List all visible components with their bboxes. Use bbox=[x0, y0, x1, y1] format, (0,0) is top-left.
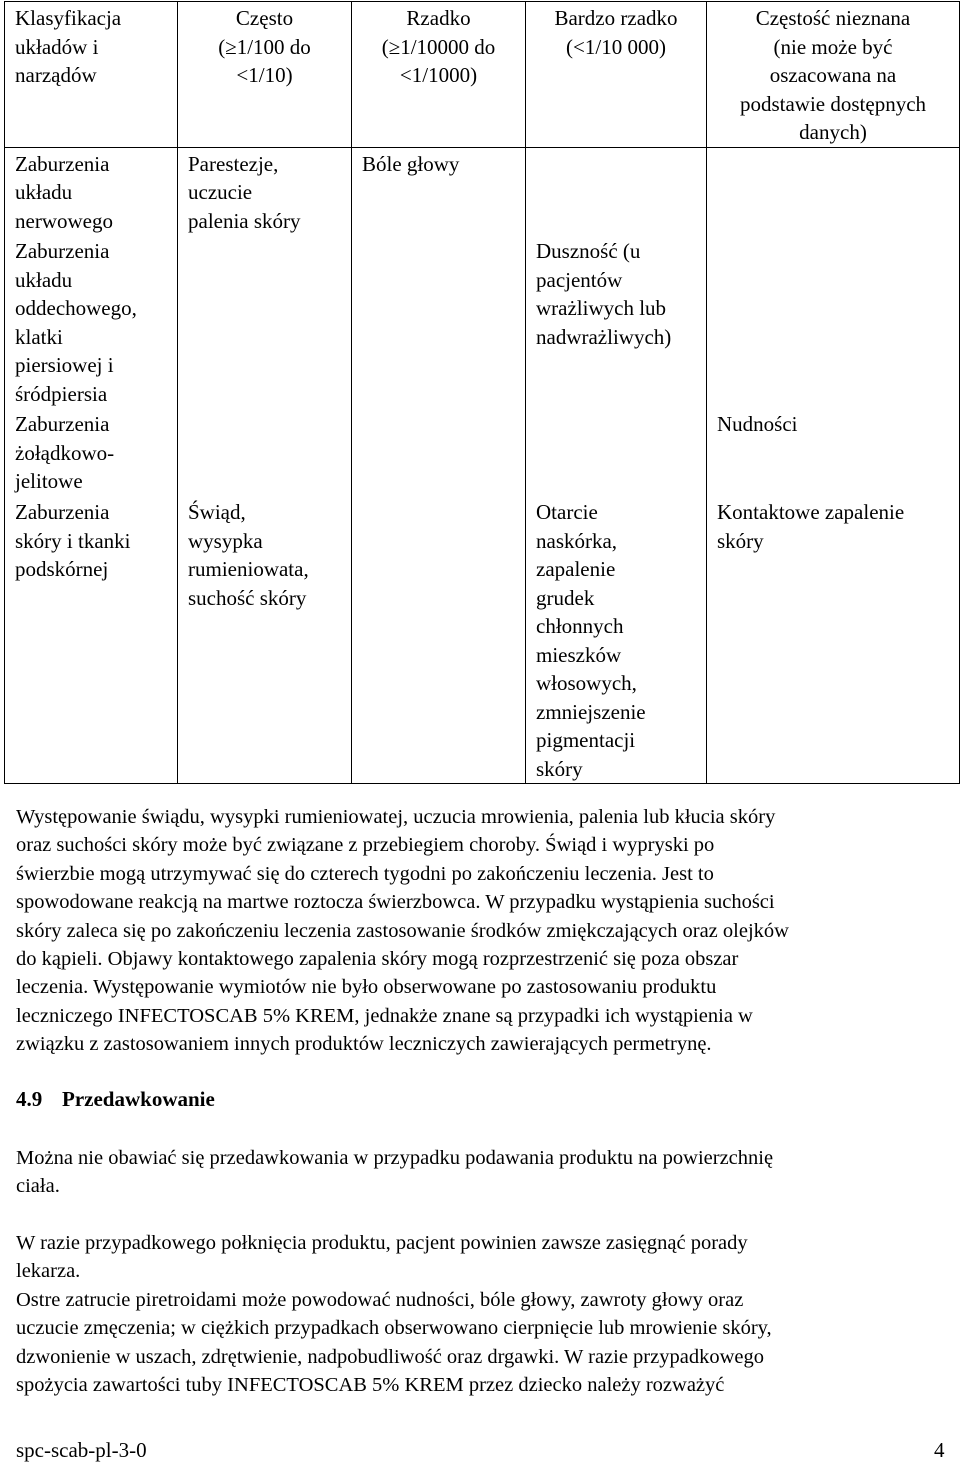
cell-line: pigmentacji bbox=[536, 728, 636, 752]
cell-line: układu bbox=[15, 180, 73, 204]
header-organ-class bbox=[5, 2, 178, 148]
cell-line: wrażliwych lub bbox=[536, 296, 667, 320]
cell-rare bbox=[352, 496, 526, 784]
text-line: uczucie zmęczenia; w ciężkich przypadkach obserwowano cierpnięcie lub mrowienie skóry, bbox=[16, 1317, 772, 1340]
footer-page-number: 4 bbox=[934, 1438, 945, 1462]
cell-line: mieszków bbox=[536, 642, 622, 667]
text-line: związku z zastosowaniem innych produktów leczniczych zawierających permetrynę. bbox=[16, 1033, 712, 1056]
text-line: Występowanie świądu, wysypki rumieniowatej, uczucia mrowienia, palenia lub kłucia skóry bbox=[16, 806, 776, 828]
text-line: spożycia zawartości tuby INFECTOSCAB 5% KREM przez dziecko należy rozważyć bbox=[16, 1374, 725, 1397]
header-line: Często bbox=[235, 6, 294, 30]
table-header-row bbox=[5, 2, 960, 148]
section-heading bbox=[16, 1087, 215, 1112]
cell-line: zmniejszenie bbox=[536, 699, 646, 724]
text-line: Ostre zatrucie piretroidami może powodować nudności, bóle głowy, zawroty głowy oraz bbox=[16, 1289, 744, 1311]
text-line: do kąpieli. Objawy kontaktowego zapalenia skóry mogą rozprzestrzenić się poza obszar bbox=[16, 948, 739, 971]
cell-common bbox=[178, 496, 352, 784]
header-line: <1/1000) bbox=[399, 63, 478, 87]
paragraph-overdose-surface bbox=[16, 1144, 951, 1201]
cell-line: uczucie bbox=[188, 180, 253, 204]
cell-common bbox=[178, 147, 352, 235]
cell-line: żołądkowo- bbox=[15, 440, 115, 465]
text-line: leczenia. Występowanie wymiotów nie było obserwowane po zastosowaniu produktu bbox=[16, 976, 717, 999]
cell-organ bbox=[5, 147, 178, 235]
header-line: Rzadko bbox=[406, 6, 471, 30]
cell-line: Duszność (u bbox=[536, 239, 641, 263]
cell-organ bbox=[5, 235, 178, 408]
header-frequency-very-rare bbox=[526, 2, 707, 148]
cell-common bbox=[178, 408, 352, 496]
cell-very-rare bbox=[526, 408, 707, 496]
cell-line: pacjentów bbox=[536, 267, 623, 292]
cell-line: Parestezje, bbox=[188, 151, 279, 176]
cell-line: Otarcie bbox=[536, 500, 598, 524]
cell-unknown bbox=[707, 235, 960, 408]
header-line: (<1/10 000) bbox=[566, 34, 666, 59]
header-organ-class-label: Klasyfikacja układów i narządów bbox=[15, 6, 122, 87]
header-line: Bardzo rzadko bbox=[554, 6, 678, 30]
text-line: leczniczego INFECTOSCAB 5% KREM, jednakże znane są przypadki ich wystąpienia w bbox=[16, 1004, 753, 1027]
cell-line: palenia skóry bbox=[188, 208, 301, 233]
text-line: W razie przypadkowego połknięcia produktu, pacjent powinien zawsze zasięgnąć porady bbox=[16, 1232, 748, 1254]
cell-line: Zaburzenia bbox=[15, 151, 110, 176]
header-line: <1/10) bbox=[236, 63, 293, 87]
cell-line: Zaburzenia bbox=[15, 500, 110, 524]
header-frequency-unknown bbox=[707, 2, 960, 148]
cell-line: skóry bbox=[536, 756, 583, 781]
text-line: lekarza. bbox=[16, 1260, 81, 1283]
text-line: skóry zaleca się po zakończeniu leczenia zastosowanie środków zmiękczających oraz olejków bbox=[16, 919, 789, 942]
cell-line: klatki bbox=[15, 324, 63, 349]
cell-line: Świąd, bbox=[188, 500, 246, 524]
header-frequency-rare bbox=[352, 2, 526, 148]
cell-line: skóry bbox=[717, 528, 764, 553]
cell-line: zapalenie bbox=[536, 557, 616, 581]
header-line: oszacowana na bbox=[769, 63, 897, 87]
cell-line: śródpiersia bbox=[15, 381, 108, 406]
text-line: oraz suchości skóry może być związane z przebiegiem choroby. Świąd i wypryski po bbox=[16, 834, 715, 857]
table-row-nervous-system bbox=[5, 147, 960, 235]
text-line: świerzbie mogą utrzymywać się do czterech tygodni po zakończeniu leczenia. Jest to bbox=[16, 862, 714, 885]
cell-very-rare bbox=[526, 235, 707, 408]
table-row-skin bbox=[5, 496, 960, 784]
cell-unknown bbox=[707, 147, 960, 235]
cell-very-rare bbox=[526, 496, 707, 784]
header-line: podstawie dostępnych bbox=[739, 91, 927, 116]
cell-line: jelitowe bbox=[15, 469, 83, 493]
table-row-respiratory bbox=[5, 235, 960, 408]
cell-line: nerwowego bbox=[15, 208, 113, 233]
paragraph-accidental-ingestion bbox=[16, 1229, 951, 1286]
cell-line: piersiowej i bbox=[15, 353, 114, 377]
cell-unknown bbox=[707, 408, 960, 496]
cell-line: oddechowego, bbox=[15, 296, 137, 320]
cell-rare bbox=[352, 408, 526, 496]
cell-very-rare bbox=[526, 147, 707, 235]
header-line: (≥1/100 do bbox=[218, 34, 311, 59]
cell-line: naskórka, bbox=[536, 528, 618, 553]
cell-line: Kontaktowe zapalenie bbox=[717, 500, 905, 524]
header-frequency-common bbox=[178, 2, 352, 148]
paragraph-acute-poisoning bbox=[16, 1286, 951, 1400]
cell-organ bbox=[5, 408, 178, 496]
cell-rare bbox=[352, 147, 526, 235]
cell-line: podskórnej bbox=[15, 557, 109, 581]
cell-line: włosowych, bbox=[536, 671, 637, 695]
cell-line: Zaburzenia bbox=[15, 239, 110, 263]
cell-line: skóry i tkanki bbox=[15, 528, 131, 553]
text-line: spowodowane reakcją na martwe roztocza świerzbowca. W przypadku wystąpienia suchości bbox=[16, 891, 775, 914]
cell-rare bbox=[352, 235, 526, 408]
cell-line: chłonnych bbox=[536, 614, 624, 638]
header-line: danych) bbox=[799, 120, 867, 144]
header-line: (≥1/10000 do bbox=[381, 34, 496, 59]
text-line: Można nie obawiać się przedawkowania w przypadku podawania produktu na powierzchnię bbox=[16, 1147, 774, 1169]
paragraph-side-effects-note bbox=[16, 803, 951, 1059]
text-line: dzwonienie w uszach, zdrętwienie, nadpobudliwość oraz drgawki. W razie przypadkowego bbox=[16, 1345, 764, 1368]
footer-document-id: spc-scab-pl-3-0 bbox=[16, 1438, 147, 1462]
cell-line: rumieniowata, bbox=[188, 557, 309, 581]
cell-line: grudek bbox=[536, 585, 595, 610]
section-title: Przedawkowanie bbox=[62, 1087, 215, 1111]
cell-line: układu bbox=[15, 267, 73, 292]
cell-organ bbox=[5, 496, 178, 784]
cell-unknown bbox=[707, 496, 960, 784]
header-line: Częstość nieznana bbox=[755, 6, 911, 30]
adverse-reactions-table bbox=[4, 1, 960, 784]
cell-line: Zaburzenia bbox=[15, 412, 110, 436]
table-row-gastrointestinal bbox=[5, 408, 960, 496]
cell-common bbox=[178, 235, 352, 408]
cell-line: nadwrażliwych) bbox=[536, 324, 672, 349]
header-line: (nie może być bbox=[773, 34, 893, 59]
cell-line: suchość skóry bbox=[188, 585, 307, 610]
cell-line: Bóle głowy bbox=[362, 151, 460, 176]
text-line: ciała. bbox=[16, 1175, 60, 1198]
cell-line: wysypka bbox=[188, 528, 263, 553]
section-number: 4.9 bbox=[16, 1087, 43, 1111]
cell-line: Nudności bbox=[717, 412, 798, 436]
